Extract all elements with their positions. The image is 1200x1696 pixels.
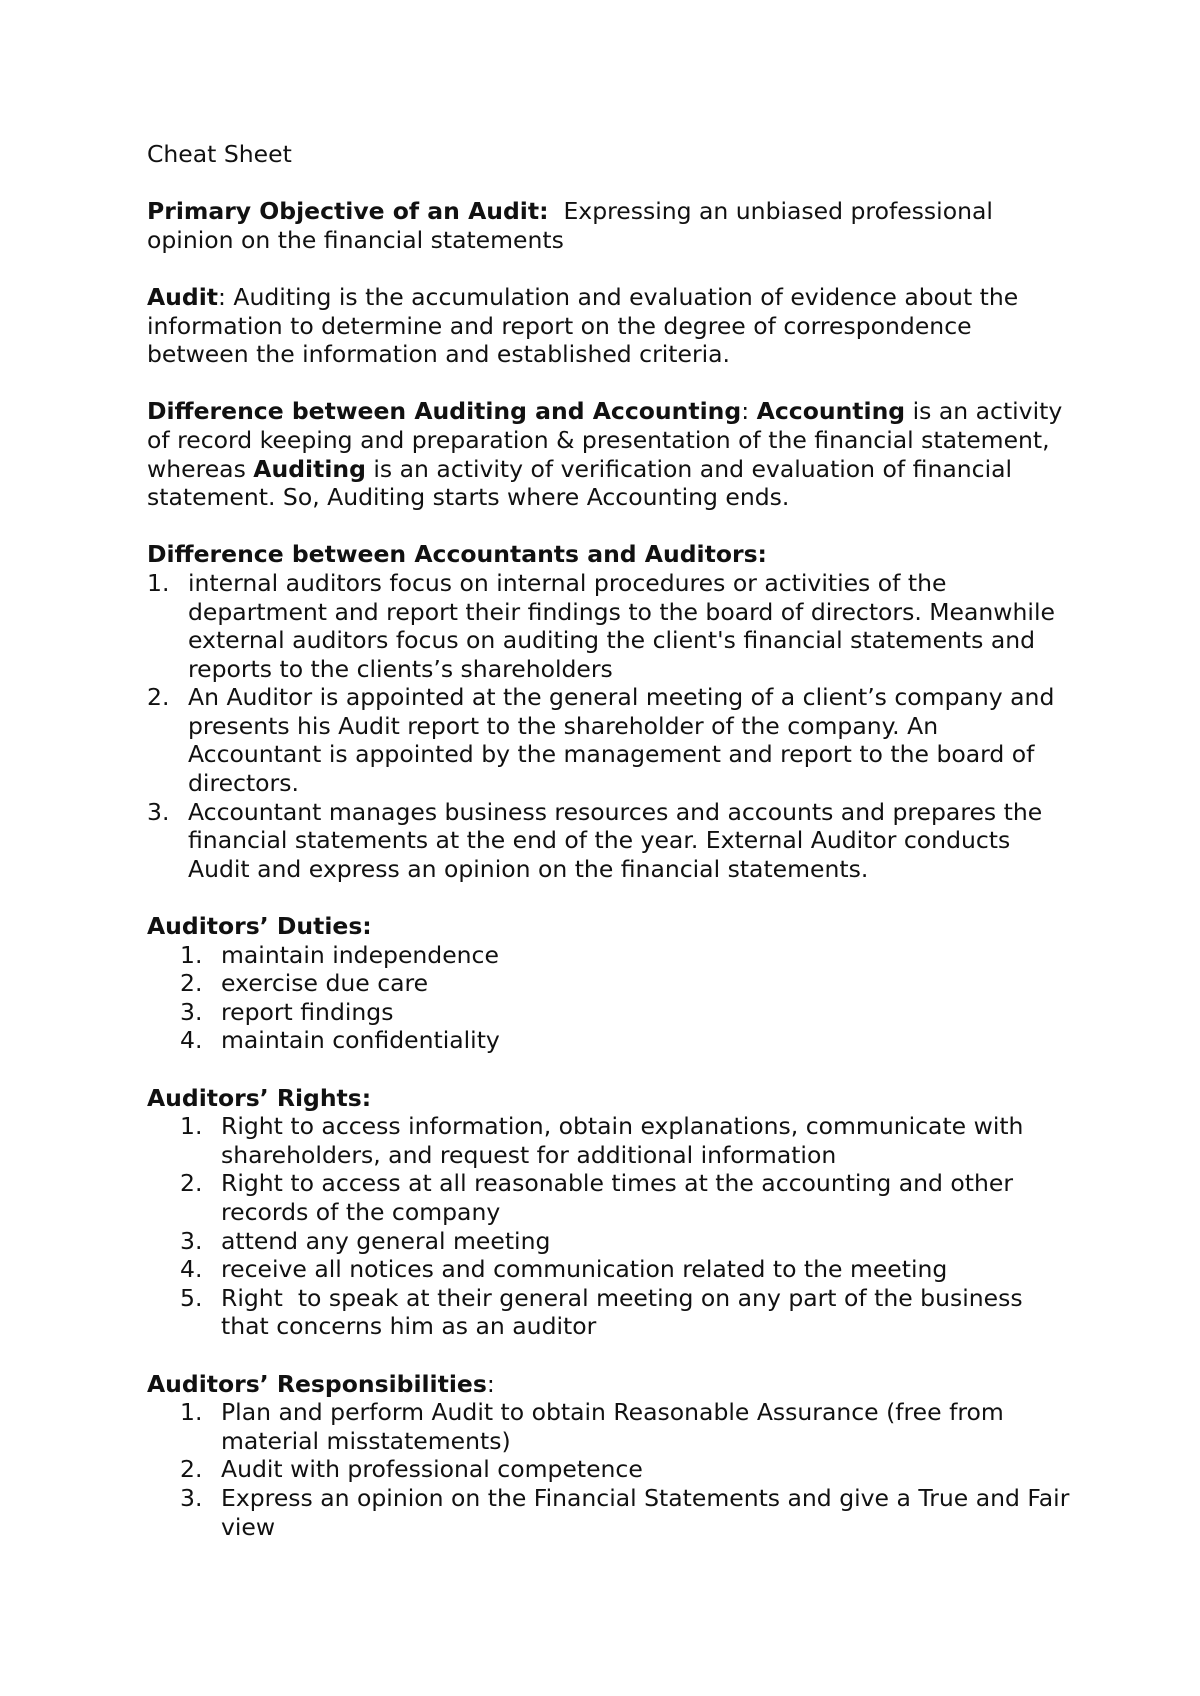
document-title: Cheat Sheet [147, 140, 292, 168]
list-item [147, 1255, 1077, 1284]
list-item [147, 1455, 1077, 1484]
responsibilities-heading-separator: : [486, 1369, 495, 1398]
accounting-definition: is an activity of record keeping and preparation & presentation of the financial statement, whereas [147, 397, 1063, 483]
list-item-number: 1. [180, 940, 203, 969]
accounting-term: Accounting [756, 397, 906, 426]
list-item-number: 2. [180, 1169, 203, 1198]
list-item [147, 1227, 1077, 1256]
list-item-text: exercise due care [221, 969, 429, 998]
accountants-vs-auditors-list [147, 569, 1077, 884]
auditing-vs-accounting-paragraph [147, 397, 1077, 511]
objective-text: Expressing an unbiased professional opinion on the financial statements [147, 197, 993, 254]
list-item-text: internal auditors focus on internal procedures or activities of the department and report their findings to the board of directors. Meanwhile external auditors focus on auditing the client's financial statements and reports to the clients’s shareholders [188, 568, 1055, 683]
duties-list [147, 941, 1077, 1055]
document-page [147, 140, 1077, 1570]
list-item-number: 4. [180, 1026, 203, 1055]
list-item [147, 998, 1077, 1027]
list-item-text: maintain confidentiality [221, 1026, 500, 1055]
list-item-number: 4. [180, 1255, 203, 1284]
list-item-number: 3. [147, 797, 170, 826]
list-item [147, 1026, 1077, 1055]
auditing-vs-accounting-label: Difference between Auditing and Accounting [147, 397, 742, 426]
objective-label: Primary Objective of an Audit: [147, 197, 549, 226]
auditing-vs-accounting-separator: : [741, 397, 757, 426]
rights-list [147, 1112, 1077, 1341]
list-item-text: An Auditor is appointed at the general meeting of a client’s company and presents his Audit report to the shareholder of the company. An Accountant is appointed by the management and report to the board of directors. [188, 683, 1055, 798]
duties-heading: Auditors’ Duties: [147, 912, 372, 941]
responsibilities-heading-text: Auditors’ Responsibilities [147, 1369, 487, 1398]
audit-separator: : [218, 282, 234, 311]
audit-label: Audit [147, 282, 219, 311]
responsibilities-heading [147, 1370, 1077, 1399]
list-item [147, 1484, 1077, 1541]
list-item-text: Right to access at all reasonable times at the accounting and other records of the company [221, 1169, 1014, 1226]
auditing-definition: is an activity of verification and evaluation of financial statement. So, Auditing starts where Accounting ends. [147, 454, 1013, 512]
list-item-number: 3. [180, 1483, 203, 1512]
list-item [147, 1169, 1077, 1226]
responsibilities-list [147, 1398, 1077, 1541]
audit-text: Auditing is the accumulation and evaluation of evidence about the information to determine and report on the degree of correspondence between the information and established criteria. [147, 282, 1019, 369]
list-item [147, 798, 1077, 884]
list-item-number: 3. [180, 1226, 203, 1255]
list-item-number: 5. [180, 1283, 203, 1312]
list-item-text: attend any general meeting [221, 1226, 551, 1255]
list-item-text: Accountant manages business resources and accounts and prepares the financial statements at the end of the year. External Auditor conducts Audit and express an opinion on the financial statements. [188, 797, 1043, 883]
audit-paragraph [147, 283, 1077, 369]
list-item-text: maintain independence [221, 940, 499, 969]
list-item [147, 1112, 1077, 1169]
list-item-text: Right to speak at their general meeting on any part of the business that concerns him as an auditor [221, 1283, 1031, 1341]
list-item [147, 683, 1077, 797]
auditing-term: Auditing [253, 454, 366, 483]
list-item [147, 569, 1077, 683]
list-item-text: Right to access information, obtain explanations, communicate with shareholders, and request for additional information [221, 1112, 1024, 1169]
list-item-text: Plan and perform Audit to obtain Reasonable Assurance (free from material misstatements) [221, 1398, 1004, 1455]
list-item-number: 2. [180, 969, 203, 998]
list-item-text: receive all notices and communication related to the meeting [221, 1255, 948, 1284]
list-item-number: 2. [180, 1455, 203, 1484]
list-item [147, 941, 1077, 970]
list-item-number: 1. [180, 1112, 203, 1141]
objective-paragraph [147, 197, 1077, 254]
rights-heading: Auditors’ Rights: [147, 1083, 372, 1112]
list-item [147, 969, 1077, 998]
list-item [147, 1398, 1077, 1455]
list-item-number: 2. [147, 683, 170, 712]
list-item-text: Audit with professional competence [221, 1455, 643, 1484]
accountants-vs-auditors-heading: Difference between Accountants and Auditors: [147, 540, 767, 569]
list-item [147, 1284, 1077, 1341]
list-item-number: 3. [180, 997, 203, 1026]
list-item-number: 1. [180, 1398, 203, 1427]
list-item-text: report findings [221, 997, 394, 1026]
list-item-text: Express an opinion on the Financial Statements and give a True and Fair view [221, 1483, 1070, 1541]
list-item-number: 1. [147, 568, 170, 597]
